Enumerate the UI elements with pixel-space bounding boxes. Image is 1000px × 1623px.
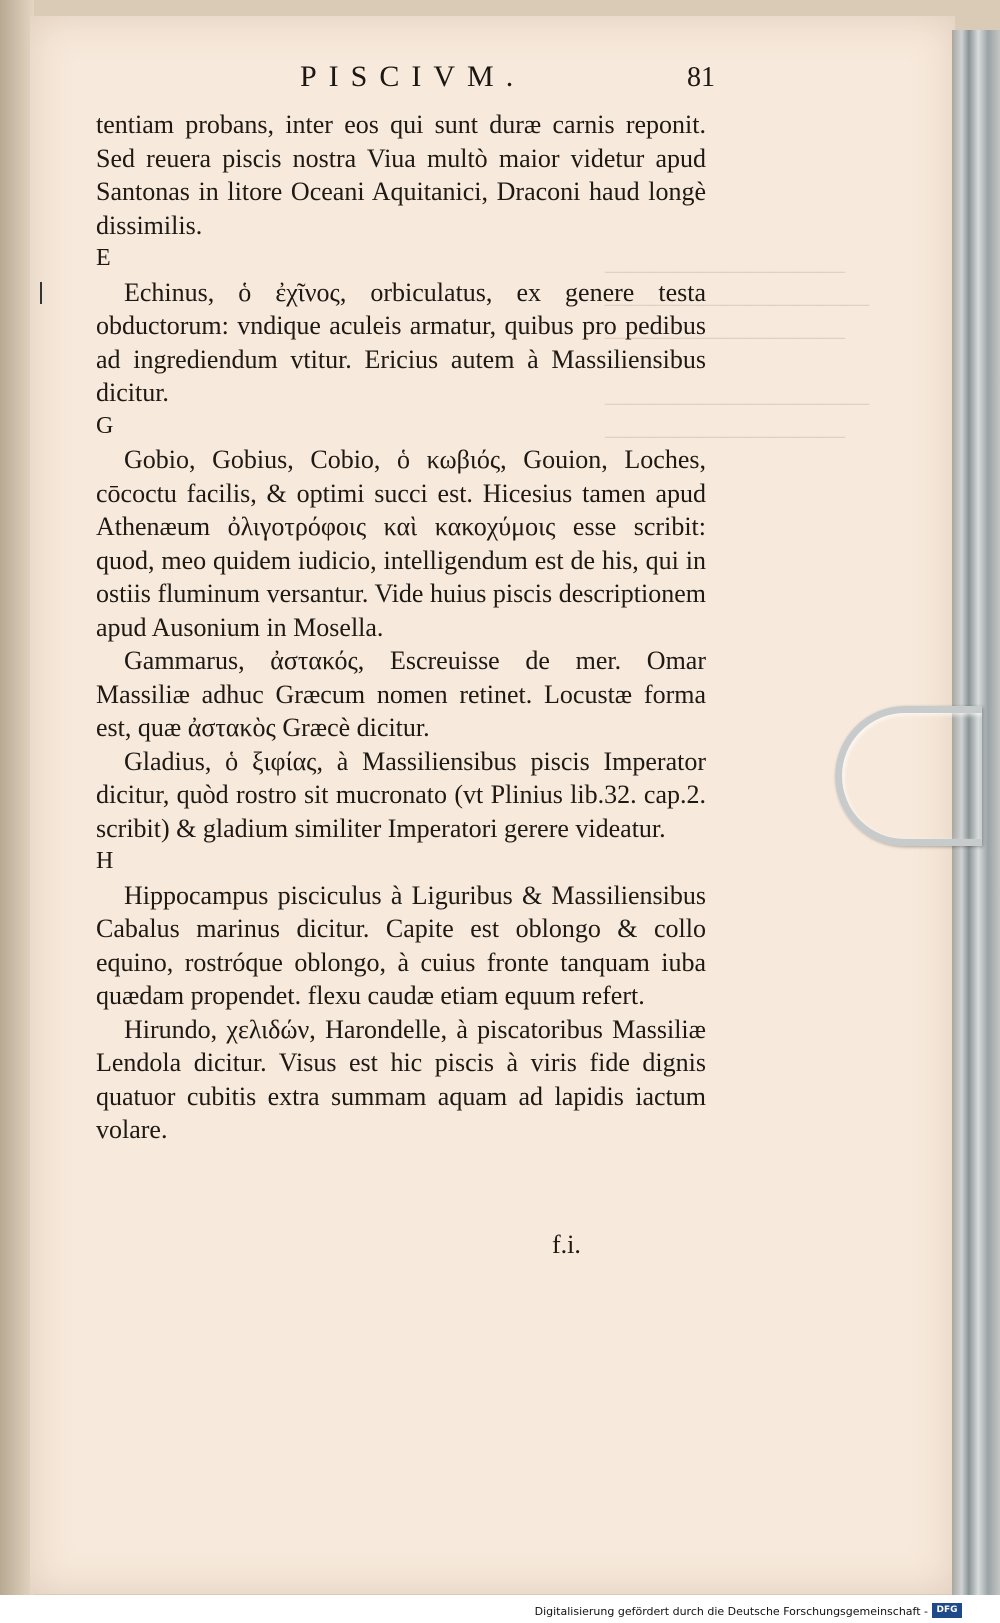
dfg-logo: DFG bbox=[932, 1603, 962, 1618]
entry-gobio: Gobio, Gobius, Cobio, ὁ κωβιός, Gouion, Loches, cōcoctu facilis, & optimi succi est. Hicesius tamen apud Athenæum ὀλιγοτρόφοις καὶ κακοχύμοις esse scribit: quod, meo quidem iudicio, intelligendum est de his, qui in ostiis fluminum versantur. Vide huius piscis descriptionem apud Ausonium in Mosella. bbox=[96, 445, 706, 642]
section-letter-e: E bbox=[96, 245, 111, 271]
section-letter-h: H bbox=[96, 848, 114, 874]
digitization-credit: Digitalisierung gefördert durch die Deutsche Forschungsgemeinschaft - bbox=[534, 1605, 928, 1618]
entry-gammarus: Gammarus, ἀστακός, Escreuisse de mer. Omar Massiliæ adhuc Græcum nomen retinet. Locustæ forma est, quæ ἀστακὸς Græcè dicitur. bbox=[96, 646, 706, 742]
page-number: 81 bbox=[687, 62, 715, 93]
footer-bar bbox=[0, 1595, 1000, 1623]
paper-clip bbox=[835, 706, 982, 846]
show-through-text: —————————— ——————————— —————————— ——————————— —————————— bbox=[605, 258, 869, 449]
section-letter-g: G bbox=[96, 412, 114, 439]
page-header bbox=[300, 60, 720, 100]
entry-hirundo: Hirundo, χελιδών, Harondelle, à piscatoribus Massiliæ Lendola dicitur. Visus est hic piscis à viris fide dignis quatuor cubitis extra summam aquam ad lapidis iactum volare. bbox=[96, 1014, 706, 1144]
entry-hippocampus: Hippocampus pisciculus à Liguribus & Massiliensibus Cabalus marinus dicitur. Capite est oblongo & collo equino, rostróque oblongo, à cuius fronte tanquam iuba quædam propendet. flexu caudæ etiam equum refert. bbox=[96, 880, 706, 1010]
signature-mark: f.i. bbox=[552, 1230, 581, 1259]
paragraph-continuation: tentiam probans, inter eos qui sunt duræ carnis reponit. Sed reuera piscis nostra Viua multò maior videtur apud Santonas in litore Oceani Aquitanici, Draconi haud longè dissimilis. bbox=[96, 110, 706, 240]
entry-echinus: Echinus, ὁ ἐχῖνος, orbiculatus, ex genere testa obductorum: vndique aculeis armatur, quibus pro pedibus ad ingrediendum vtitur. Ericius autem à Massiliensibus dicitur. bbox=[96, 277, 706, 407]
entry-gladius: Gladius, ὁ ξιφίας, à Massiliensibus piscis Imperator dicitur, quòd rostro sit mucronato (vt Plinius lib.32. cap.2. scribit) & gladium similiter Imperatori gerere videatur. bbox=[96, 746, 706, 843]
margin-pencil-mark bbox=[40, 282, 42, 304]
running-title: PISCIVM. bbox=[300, 60, 526, 93]
book-gutter bbox=[0, 0, 34, 1595]
main-text bbox=[96, 108, 706, 1147]
